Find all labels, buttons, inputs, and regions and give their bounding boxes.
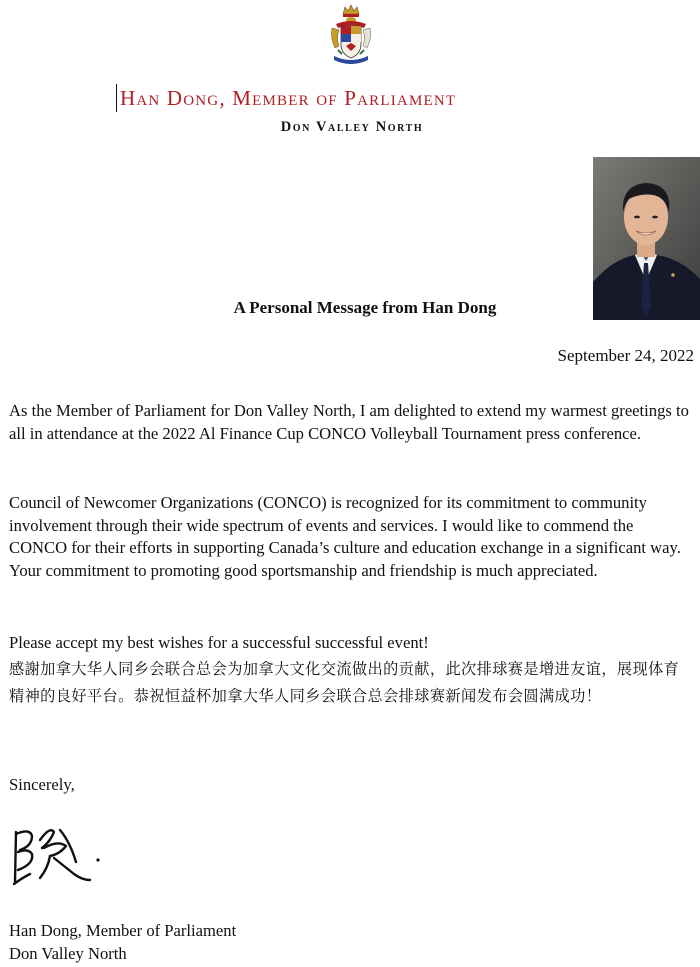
signoff-block [9,919,236,965]
royal-coat-of-arms-icon [326,4,376,68]
mp-title-text: Han Dong, Member of Parliament [120,86,457,110]
paragraph-wishes: Please accept my best wishes for a successful successful event! [9,633,429,652]
paragraph-chinese: 感謝加拿大华人同乡会联合总会为加拿大文化交流做出的贡献，此次排球赛是增进友谊，展现体育精神的良好平台。恭祝恒益杯加拿大华人同乡会联合总会排球赛新闻发布会圆满成功！ [9,660,680,705]
closing: Sincerely, [9,775,75,794]
riding-name: Don Valley North [280,119,424,135]
signoff-riding: Don Valley North [9,944,127,963]
paragraph-greeting: As the Member of Parliament for Don Valley North, I am delighted to extend my warmest greetings to all in attendance at the 2022 Al Finance Cup CONCO Volleyball Tournament press conference. [9,401,689,443]
letter-date: September 24, 2022 [557,346,694,365]
handwritten-signature [10,822,105,897]
portrait-photo [593,157,700,320]
text-cursor-bar [116,84,117,112]
paragraph-conco: Council of Newcomer Organizations (CONCO) is recognized for its commitment to community involvement through their wide spectrum of events and services. I would like to commend the CONCO for their efforts in supporting Canada’s culture and education exchange in a significant way. Your commitment to promoting good sportsmanship and friendship is much appreciated. [9,493,681,580]
mp-title [120,86,456,111]
portrait-illustration [593,157,700,320]
letter-heading: A Personal Message from Han Dong [233,298,497,317]
signoff-name: Han Dong, Member of Parliament [9,921,237,940]
